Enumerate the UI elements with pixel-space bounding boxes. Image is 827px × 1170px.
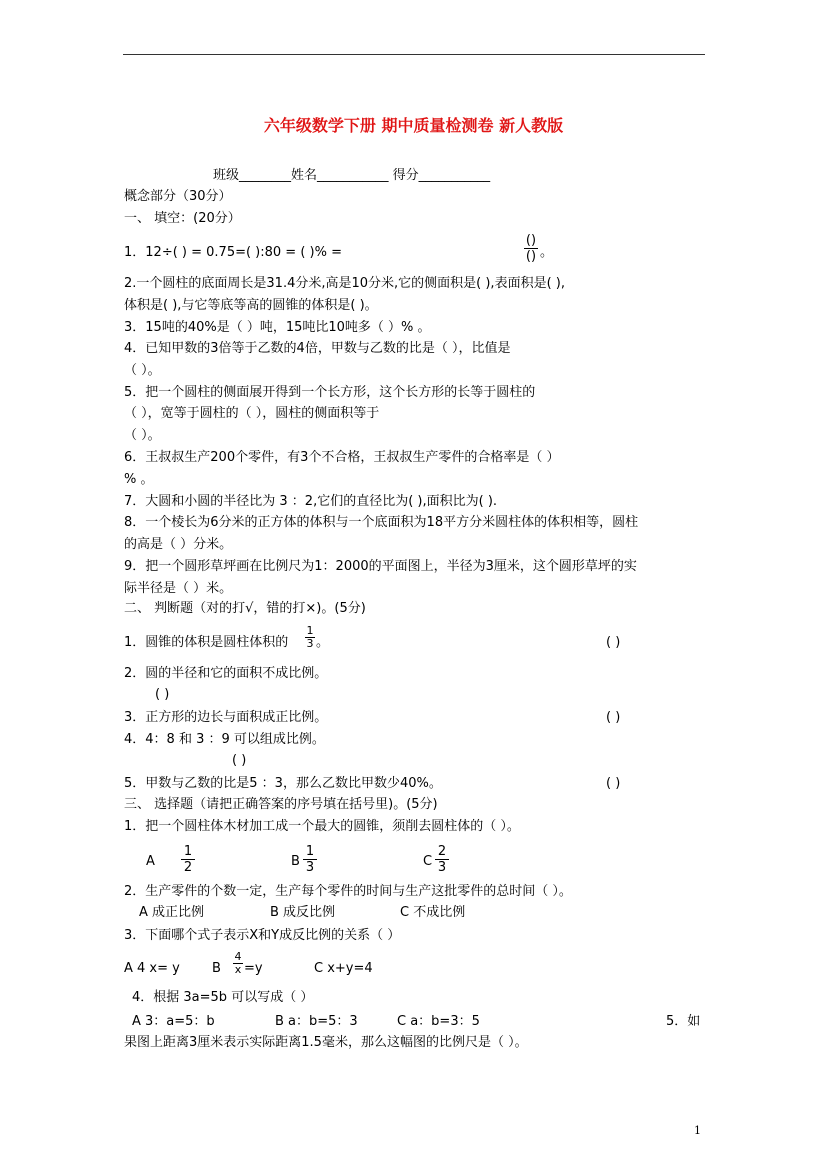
question-1-fraction-denominator: ()	[525, 249, 537, 264]
question-5-line-3: （ ）。	[124, 428, 161, 443]
judge-1-text: 1．圆锥的体积是圆柱体积的	[124, 635, 289, 650]
question-2-line-1: 2.一个圆柱的底面周长是31.4分米,高是10分米,它的侧面积是( ),表面积是( ),	[124, 276, 565, 291]
question-8-line-2: 的高是（ ）分米。	[124, 537, 233, 552]
question-9-line-1: 9．把一个圆形草坪画在比例尺为1：2000的平面图上，半径为3厘米，这个圆形草坪的实	[124, 559, 637, 574]
question-3: 3．15吨的40%是（ ）吨，15吨比10吨多（ ）% 。	[124, 320, 431, 335]
choice-2-option-c: C 不成比例	[400, 905, 466, 920]
question-2-line-2: 体积是( ),与它等底等高的圆锥的体积是( )。	[124, 298, 378, 313]
question-1-end: 。	[540, 245, 554, 260]
choice-1-option-b-label: B	[291, 854, 300, 869]
judge-3: 3．正方形的边长与面积成正比例。	[124, 710, 328, 725]
question-9-line-2: 际半径是（ ）米。	[124, 581, 233, 596]
judge-1-answer-paren: ( )	[606, 635, 621, 650]
choice-3-option-b-fraction	[233, 951, 243, 976]
concept-section-heading: 概念部分（30分）	[124, 189, 232, 204]
judge-1-fraction	[305, 625, 315, 650]
choice-1-option-b-denominator: 3	[305, 860, 315, 875]
choice-3-option-b-numerator: 4	[234, 950, 242, 963]
question-6-line-1: 6．王叔叔生产200个零件，有3个不合格，王叔叔生产零件的合格率是（ ）	[124, 450, 560, 465]
judge-1-fraction-denominator: 3	[306, 637, 314, 650]
choice-1-option-c-numerator: 2	[435, 844, 449, 860]
judge-1-end: 。	[316, 635, 330, 650]
header-rule	[123, 54, 705, 55]
choice-2-option-b: B 成反比例	[270, 905, 336, 920]
choice-3-option-b-denominator: x	[234, 963, 242, 976]
question-1-fraction-numerator: ()	[525, 233, 537, 248]
choice-1-option-c-label: C	[423, 854, 433, 869]
header-fields: 班级________姓名___________ 得分___________	[213, 168, 491, 183]
question-6-line-2: % 。	[124, 472, 154, 487]
choice-1: 1．把一个圆柱体木材加工成一个最大的圆锥，须削去圆柱体的（ ）。	[124, 819, 520, 834]
question-1-text: 1．12÷( ) = 0.75=( ):80 = ( )% =	[124, 245, 342, 260]
judge-5-answer-paren: ( )	[606, 776, 621, 791]
choice-1-option-b-numerator: 1	[303, 844, 317, 860]
choice-4: 4．根据 3a=5b 可以写成（ ）	[132, 990, 314, 1005]
fill-section-heading: 一、 填空：(20分）	[124, 211, 241, 226]
question-1	[124, 244, 342, 262]
judge-5: 5．甲数与乙数的比是5 ：3，那么乙数比甲数少40%。	[124, 776, 442, 791]
page-number: 1	[694, 1124, 701, 1137]
choice-3-option-c: C x+y=4	[314, 961, 373, 976]
choice-3-option-b-label: B	[212, 961, 221, 976]
choice-5-start: 5．如	[666, 1014, 701, 1029]
choice-4-option-c: C a：b=3：5	[397, 1014, 480, 1029]
choice-1-option-c-fraction	[435, 844, 449, 875]
judge-1	[124, 634, 288, 652]
choice-1-option-b-fraction	[303, 844, 317, 875]
choice-section-heading: 三、 选择题（请把正确答案的序号填在括号里)。(5分)	[124, 797, 438, 812]
judge-4-answer-paren: ( )	[232, 753, 247, 768]
choice-1-option-a-label: A	[146, 854, 155, 869]
judge-1-fraction-numerator: 1	[306, 624, 314, 637]
choice-2: 2．生产零件的个数一定，生产每个零件的时间与生产这批零件的总时间（ ）。	[124, 884, 572, 899]
question-5-line-1: 5．把一个圆柱的侧面展开得到一个长方形，这个长方形的长等于圆柱的	[124, 385, 536, 400]
choice-3: 3．下面哪个式子表示X和Y成反比例的关系（ ）	[124, 928, 401, 943]
choice-2-option-a: A 成正比例	[139, 905, 205, 920]
judge-3-answer-paren: ( )	[606, 710, 621, 725]
choice-3-option-b-end: =y	[244, 961, 263, 976]
choice-4-option-a: A 3：a=5：b	[132, 1014, 215, 1029]
choice-3-option-a: A 4 x= y	[124, 961, 180, 976]
question-4-line-2: （ ）。	[124, 363, 161, 378]
question-1-fraction	[524, 233, 538, 264]
judge-section-heading: 二、 判断题（对的打√，错的打×)。(5分)	[124, 601, 366, 616]
choice-1-option-a-numerator: 1	[181, 844, 195, 860]
question-5-line-2: （ ），宽等于圆柱的（ ），圆柱的侧面积等于	[124, 406, 380, 421]
choice-4-option-b: B a：b=5：3	[275, 1014, 358, 1029]
choice-1-option-a-denominator: 2	[183, 860, 193, 875]
choice-1-option-c-denominator: 3	[437, 860, 447, 875]
choice-5-line-2: 果图上距离3厘米表示实际距离1.5毫米，那么这幅图的比例尺是（ ）。	[124, 1035, 528, 1050]
question-7: 7．大圆和小圆的半径比为 3 ：2,它们的直径比为( ),面积比为( ).	[124, 494, 498, 509]
question-8-line-1: 8．一个棱长为6分米的正方体的体积与一个底面积为18平方分米圆柱体的体积相等，圆柱	[124, 515, 639, 530]
choice-1-option-a-fraction	[181, 844, 195, 875]
judge-2-answer-paren: ( )	[155, 687, 170, 702]
judge-4-line-1: 4．4：8 和 3 ：9 可以组成比例。	[124, 732, 325, 747]
question-4-line-1: 4．已知甲数的3倍等于乙数的4倍，甲数与乙数的比是（ ），比值是	[124, 341, 511, 356]
judge-2-line-1: 2．圆的半径和它的面积不成比例。	[124, 666, 328, 681]
page-title: 六年级数学下册 期中质量检测卷 新人教版	[263, 116, 564, 135]
